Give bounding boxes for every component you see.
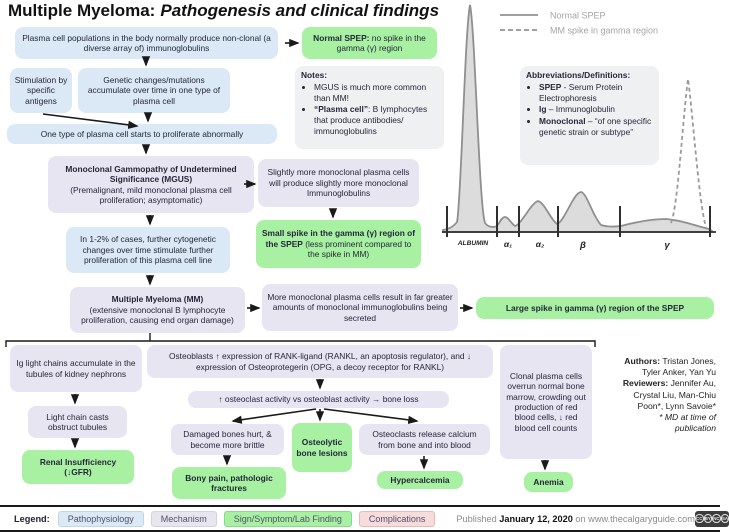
node-cytogenetic: In 1-2% of cases, further cytogenetic changes over time stimulate further proliferation of this plasma cell line: [66, 227, 230, 273]
footer-legend-label: Legend:: [14, 513, 50, 524]
abbreviations-list: [526, 82, 653, 138]
node-bony-pain: Bony pain, pathologic fractures: [172, 467, 286, 499]
node-large-spike: Large spike in gamma (γ) region of the SPEP: [476, 297, 714, 319]
cc-by-icon: BY: [704, 516, 711, 521]
notes-item-text: MGUS is much more common than MM!: [314, 81, 427, 103]
node-normal-spep-text: [306, 33, 433, 54]
abbreviation-term: Ig: [539, 104, 547, 115]
node-small-spike: [256, 220, 421, 268]
node-mm-desc: (extensive monoclonal B lymphocyte proliferation, causing end organ damage): [81, 304, 234, 326]
cc-license-badge: [695, 511, 729, 527]
abbreviation-term: SPEP: [539, 81, 562, 92]
node-osteoclasts-calcium: Osteoclasts release calcium from bone and into blood: [359, 424, 490, 455]
node-genetic-changes: Genetic changes/mutations accumulate over time in one type of plasma cell: [78, 68, 230, 113]
svg-text:ALBUMIN: ALBUMIN: [457, 240, 489, 247]
notes-item: [314, 82, 438, 104]
node-osteoclast-activity: ↑ osteoclast activity vs osteoblast activity → bone loss: [188, 391, 449, 408]
node-mgus-title: Monoclonal Gammopathy of Undetermined Significance (MGUS): [65, 163, 237, 185]
abbreviation-def: - Serum Protein Electrophoresis: [539, 81, 623, 103]
abbreviation-item: [539, 82, 653, 104]
legend-normal-spep-label: Normal SPEP: [550, 10, 606, 21]
notes-list: [301, 82, 438, 137]
mm-gamma-spike-curve: [671, 79, 706, 227]
credits-authors: [618, 356, 716, 378]
node-osteoblasts: Osteoblasts ↑ expression of RANK-ligand (RANKL, an apoptosis regulator), and ↓ expression of Osteoprotegerin (OPG, a decoy receptor for RANKL): [147, 345, 493, 378]
node-more-monoclonal: More monoclonal plasma cells result in far greater amounts of monoclonal immunoglobulins being secreted: [262, 284, 458, 331]
credits-reviewers: [618, 378, 716, 412]
page-title: [8, 1, 439, 21]
node-renal-insufficiency: Renal Insufficiency (↓GFR): [22, 450, 134, 484]
abbreviation-item: [539, 116, 653, 138]
node-clonal-plasma: Clonal plasma cells overrun normal bone marrow, crowding out production of red blood cells, ↓ red blood cell counts: [500, 345, 592, 459]
published-text: [456, 514, 695, 524]
legend-chip-sign-symptom: Sign/Symptom/Lab Finding: [224, 511, 352, 527]
reviewers-names: Jennifer Au, Crystal Liu, Man-Chiu Poon*, Lynn Savoie*: [633, 378, 716, 411]
credits-footnote: * MD at time of publication: [659, 411, 716, 434]
footer-bar: [0, 505, 729, 532]
svg-text:γ: γ: [664, 240, 670, 251]
node-osteolytic-lesions: Osteolytic bone lesions: [292, 423, 352, 472]
node-stimulation: Stimulation by specific antigens: [10, 68, 72, 113]
abbreviation-def: – Immunoglobulin: [546, 104, 615, 115]
node-normal-spep-rest: no spike in the gamma (γ) region: [336, 32, 426, 53]
node-plasma-populations: Plasma cell populations in the body normally produce non-clonal (a diverse array of) immunoglobulins: [15, 27, 278, 59]
axis-labels: [457, 239, 671, 251]
legend-chip-mechanism: Mechanism: [151, 511, 217, 527]
authors-names: Tristan Jones, Tyler Anker, Yan Yu: [641, 356, 716, 378]
abbreviation-item: [539, 104, 653, 115]
node-mgus: [48, 156, 254, 213]
node-hypercalcemia: Hypercalcemia: [377, 471, 463, 489]
node-small-spike-bold: Small spike in the gamma (γ) region of the SPEP: [261, 228, 416, 249]
notes-panel: [295, 66, 444, 149]
published-url: on www.thecalgaryguide.com: [572, 513, 695, 524]
notes-item: [314, 104, 438, 136]
published-date: January 12, 2020: [499, 513, 573, 524]
abbreviations-panel: [520, 66, 659, 165]
svg-text:α₁: α₁: [503, 239, 513, 249]
node-proliferate: One type of plasma cell starts to proliferate abnormally: [7, 124, 277, 144]
legend-chip-complications: Complications: [359, 511, 436, 527]
node-normal-spep-bold: Normal SPEP:: [313, 32, 370, 43]
notes-item-bold: “Plasma cell”: [314, 104, 369, 115]
node-mm-title: Multiple Myeloma (MM): [111, 294, 204, 305]
node-mm-text: [74, 294, 241, 325]
credits-block: [618, 356, 716, 434]
title-subtitle: Pathogenesis and clinical findings: [160, 1, 440, 20]
cc-icon: CC: [696, 516, 703, 521]
node-ig-light-chains: Ig light chains accumulate in the tubules of kidney nephrons: [10, 345, 142, 392]
node-damaged-bones: Damaged bones hurt, & become more brittle: [171, 424, 284, 455]
notes-item-text: : B lymphocytes that produce antibodies/ immunoglobulins: [314, 104, 428, 136]
title-prefix: Multiple Myeloma:: [8, 1, 156, 20]
svg-text:α₂: α₂: [535, 239, 545, 249]
authors-label: Authors:: [624, 356, 661, 366]
node-mgus-desc: (Premalignant, mild monoclonal plasma cell proliferation; asymptomatic): [70, 184, 232, 205]
cc-sa-icon: SA: [721, 516, 729, 521]
notes-heading: Notes:: [301, 70, 328, 80]
reviewers-label: Reviewers:: [622, 378, 669, 389]
node-anemia: Anemia: [524, 472, 573, 492]
legend-chip-pathophysiology: Pathophysiology: [58, 511, 144, 527]
node-normal-spep: [302, 27, 437, 59]
node-small-spike-rest: (less prominent compared to the spike in MM): [302, 238, 412, 260]
abbreviations-heading: Abbreviations/Definitions:: [526, 70, 631, 80]
svg-text:β: β: [580, 240, 586, 251]
node-light-chain-casts: Light chain casts obstruct tubules: [28, 406, 127, 438]
node-mm: [70, 287, 245, 333]
legend-mm-spike-label: MM spike in gamma region: [550, 25, 659, 36]
published-prefix: Published: [456, 513, 500, 524]
node-slightly-more: Slightly more monoclonal plasma cells will produce slightly more monoclonal Immunoglobulins: [258, 159, 419, 207]
node-small-spike-text: [260, 228, 417, 259]
abbreviation-term: Monoclonal: [539, 116, 586, 126]
node-mgus-text: [52, 164, 250, 206]
cc-nc-icon: NC: [713, 516, 720, 521]
abbreviation-def: – “of one specific genetic strain or subtype”: [539, 116, 652, 137]
